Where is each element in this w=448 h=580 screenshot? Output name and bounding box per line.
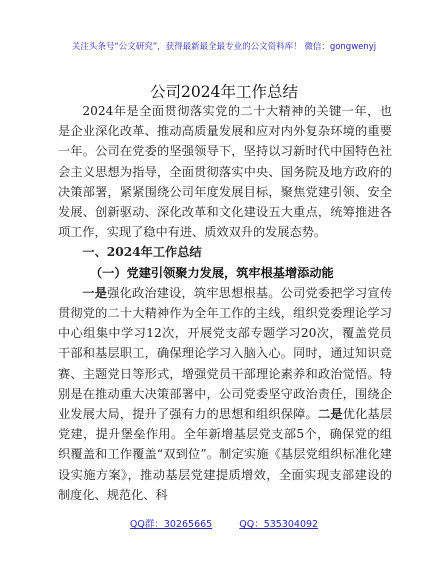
footer-contact — [0, 516, 448, 530]
paragraph-text-1: 强化政治建设，筑牢思想根基。公司党委把学习宣传贯彻党的二十大精神作为全年工作的主线，组织党委理论学习中心组集中学习12次，开展党支部专题学习20次，覆盖党员干部和基层职工，确保理论学习入脑入心。同时，通过知识竞赛、主题党日等形式，增强党员干部理论素养和政治觉悟。特别是在推动重大决策部署中，公司党委坚守政治责任，围绕企业发展大局，提升了强有力的思想和组织保障。 — [58, 285, 393, 422]
footer-qq[interactable]: QQ：535304092 — [239, 519, 319, 530]
subsection-heading: （一）党建引领聚力发展，筑牢根基增添动能 — [90, 265, 334, 280]
document-title: 公司2024年工作总结 — [150, 83, 298, 101]
lead-phrase-1: 一是 — [82, 285, 108, 300]
header-promo-note: 关注头条号“公文研究”，获得最新最全最专业的公文资料库！ 微信：gongwenyj — [71, 42, 377, 52]
intro-paragraph: 2024年是全面贯彻落实党的二十大精神的关键一年，也是企业深化改革、推动高质量发展和应对内外复杂环境的重要一年。公司在党委的坚强领导下，坚持以习新时代中国特色社会主义思想为指导，全面贯彻落实中央、国务院及地方政府的决策部署，紧紧围绕公司年度发展目标，聚焦党建引领、安全发展、创新驱动、深化改革和文化建设五大重点，统筹推进各项工作，实现了稳中有进、质效双升的发展态势。 — [58, 104, 392, 240]
document-body — [58, 101, 392, 505]
footer-qq-group[interactable]: QQ群：30265665 — [129, 519, 213, 530]
body-paragraph — [58, 283, 392, 505]
paragraph-text-2: 优化基层党建，提升堡垒作用。全年新增基层党支部5个，确保党的组织覆盖和工作覆盖“双到位”。制定实施《基层党组织标准化建设实施方案》，推动基层党建提质增效，全面实现支部建设的制度化、规范化、科 — [58, 407, 393, 502]
lead-phrase-2: 二是 — [317, 407, 343, 422]
section-heading: 一、2024年工作总结 — [82, 245, 202, 260]
